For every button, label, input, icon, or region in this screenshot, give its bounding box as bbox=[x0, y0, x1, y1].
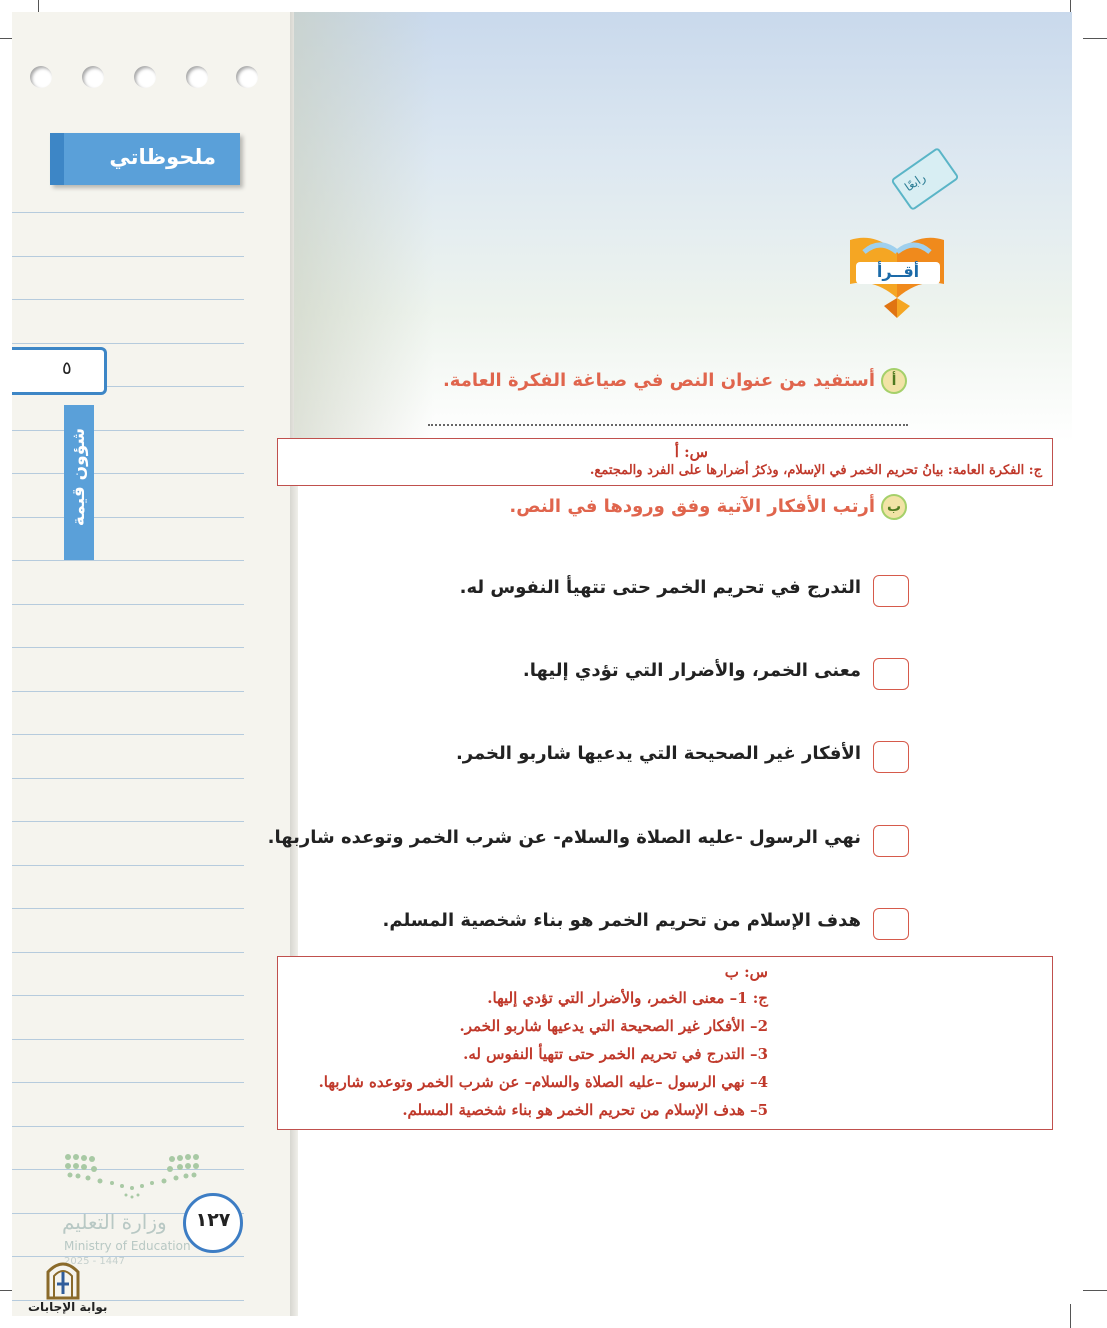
site-logo-icon bbox=[40, 1254, 86, 1300]
notes-rule-line bbox=[12, 647, 244, 648]
notes-rule-line bbox=[12, 1039, 244, 1040]
ordering-item-text: الأفكار غير الصحيحة التي يدعيها شاربو الخمر. bbox=[455, 743, 861, 764]
notes-rule-line bbox=[12, 473, 244, 474]
notes-rule-line bbox=[12, 343, 244, 344]
notes-rule-line bbox=[12, 604, 244, 605]
crop-mark bbox=[1070, 1304, 1071, 1328]
notes-title: ملحوظاتي bbox=[109, 145, 216, 169]
ordering-item-text: التدرج في تحريم الخمر حتى تتهيأ النفوس له. bbox=[459, 577, 861, 598]
notes-rule-line bbox=[12, 256, 244, 257]
read-section-title: أقــرأ bbox=[856, 262, 940, 284]
binder-hole bbox=[134, 66, 156, 88]
answer-writing-line bbox=[428, 424, 908, 426]
binder-hole bbox=[30, 66, 52, 88]
notes-rule-line bbox=[12, 865, 244, 866]
notes-rule-line bbox=[12, 299, 244, 300]
order-input-box[interactable] bbox=[873, 908, 909, 940]
order-input-box[interactable] bbox=[873, 658, 909, 690]
binder-hole bbox=[186, 66, 208, 88]
site-name: بوابة الإجابات bbox=[28, 1300, 108, 1314]
answer-a-box bbox=[277, 438, 1053, 486]
ordering-item bbox=[309, 658, 909, 692]
answer-b-line: ج: 1– معنى الخمر، والأضرار التي تؤدي إليها. bbox=[487, 989, 768, 1007]
notes-rule-line bbox=[12, 560, 244, 561]
order-input-box[interactable] bbox=[873, 825, 909, 857]
ordering-item bbox=[267, 825, 909, 859]
ordering-item-text: معنى الخمر، والأضرار التي تؤدي إليها. bbox=[522, 660, 861, 681]
ordering-item bbox=[309, 908, 909, 942]
order-input-box[interactable] bbox=[873, 741, 909, 773]
unit-name-ribbon bbox=[64, 405, 94, 560]
answer-b-line: 5– هدف الإسلام من تحريم الخمر هو بناء شخصية المسلم. bbox=[402, 1101, 768, 1119]
binder-hole bbox=[236, 66, 258, 88]
notes-rule-line bbox=[12, 778, 244, 779]
answer-b-box bbox=[277, 956, 1053, 1130]
crop-mark bbox=[1083, 1290, 1107, 1291]
answer-a-text: ج: الفكرة العامة: بيانُ تحريم الخمر في الإسلام، وذكرُ أضرارها على الفرد والمجتمع. bbox=[589, 463, 1042, 478]
question-a bbox=[443, 368, 907, 394]
unit-number: ٥ bbox=[62, 358, 72, 379]
notes-rule-line bbox=[12, 952, 244, 953]
question-b-text: أرتب الأفكار الآتية وفق ورودها في النص. bbox=[509, 496, 875, 517]
unit-number-box bbox=[12, 347, 107, 395]
ministry-year: 2025 - 1447 bbox=[64, 1256, 125, 1267]
ministry-logo-icon bbox=[64, 1153, 200, 1201]
page-number-circle bbox=[183, 1193, 243, 1253]
ordering-item-text: هدف الإسلام من تحريم الخمر هو بناء شخصية المسلم. bbox=[382, 910, 861, 931]
header-shade bbox=[294, 12, 434, 442]
notes-rule-line bbox=[12, 734, 244, 735]
notes-title-tab bbox=[50, 133, 240, 185]
answer-a-question: س: أ bbox=[674, 443, 708, 461]
ministry-name-english: Ministry of Education bbox=[64, 1239, 191, 1253]
question-a-badge: أ bbox=[881, 368, 907, 394]
ordering-item bbox=[309, 575, 909, 609]
question-a-text: أستفيد من عنوان النص في صياغة الفكرة العامة. bbox=[442, 370, 875, 391]
question-b bbox=[509, 494, 907, 520]
ordering-item bbox=[309, 741, 909, 775]
notes-panel bbox=[12, 12, 294, 1316]
notes-rule-line bbox=[12, 995, 244, 996]
notes-rule-line bbox=[12, 821, 244, 822]
answer-b-line: 4– نهي الرسول –عليه الصلاة والسلام– عن شرب الخمر وتوعده شاربها. bbox=[318, 1073, 768, 1091]
notes-rule-line bbox=[12, 1082, 244, 1083]
answer-b-line: 3– التدرج في تحريم الخمر حتى تتهيأ النفوس له. bbox=[463, 1045, 768, 1063]
notes-rule-line bbox=[12, 1126, 244, 1127]
ministry-name-arabic: وزارة التعليم bbox=[62, 1210, 167, 1234]
answer-b-question: س: ب bbox=[724, 963, 768, 981]
unit-name: شؤون قيمة bbox=[69, 427, 89, 527]
notes-rule-line bbox=[12, 517, 244, 518]
ordering-item-text: نهي الرسول -عليه الصلاة والسلام- عن شرب الخمر وتوعده شاربها. bbox=[267, 827, 861, 848]
binder-hole bbox=[82, 66, 104, 88]
notes-rule-line bbox=[12, 691, 244, 692]
answer-b-line: 2– الأفكار غير الصحيحة التي يدعيها شاربو الخمر. bbox=[459, 1017, 768, 1035]
notes-rule-line bbox=[12, 908, 244, 909]
order-input-box[interactable] bbox=[873, 575, 909, 607]
crop-mark bbox=[1083, 38, 1107, 39]
page-number: ١٢٧ bbox=[195, 1209, 231, 1231]
notes-rule-line bbox=[12, 430, 244, 431]
notes-rule-line bbox=[12, 212, 244, 213]
section-order-label: رابعًا bbox=[902, 170, 929, 195]
question-b-badge: ب bbox=[881, 494, 907, 520]
